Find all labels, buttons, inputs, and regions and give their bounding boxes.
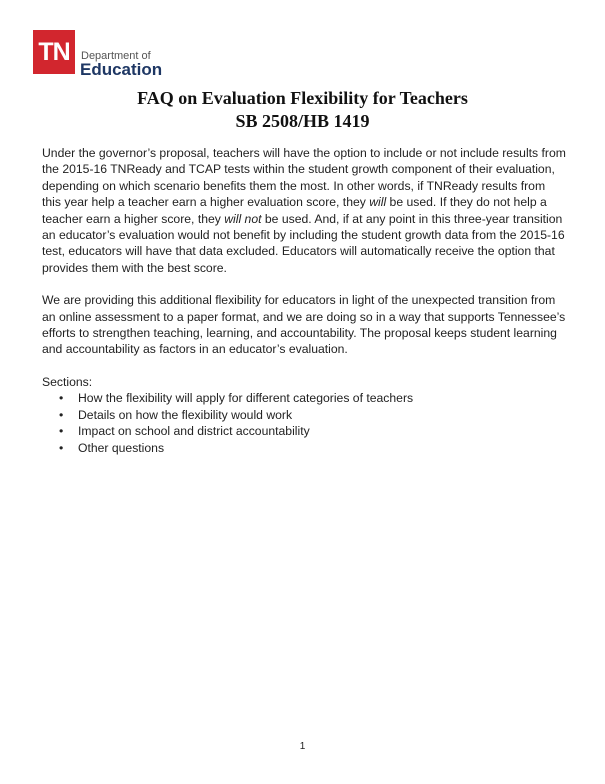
- logo-education-text: Education: [80, 60, 163, 79]
- page-number: 1: [299, 741, 306, 752]
- intro-text-2: be used. If they do not help a teacher earn a higher score, they: [42, 195, 547, 226]
- flexibility-paragraph: We are providing this additional flexibility for educators in light of the unexpected transition from an online assessment to a paper format, and we are doing so in a way that supports Tennessee’s efforts to strengthen teaching, learning, and accountability. The proposal keeps student learning and accountability as factors in an educator’s evaluation.: [42, 293, 566, 357]
- tn-logo-mark: TN: [33, 30, 75, 74]
- document-body: [42, 145, 567, 456]
- intro-paragraph: [42, 145, 567, 276]
- title-line-1: FAQ on Evaluation Flexibility for Teachers: [137, 88, 468, 108]
- section-item-categories: • How the flexibility will apply for different categories of teachers: [42, 390, 567, 406]
- sections-label: Sections:: [42, 374, 93, 389]
- document-title: [0, 87, 605, 133]
- intro-text-3: be used. And, if at any point in this three-year transition an educator’s evaluation would not benefit by including the student growth data from the 2015-16 test, educators will have that data excluded. Educators will automatically receive the option that provides them with the best score.: [42, 211, 565, 275]
- section-item-details: • Details on how the flexibility would work: [42, 407, 567, 423]
- section-item-other-questions: • Other questions: [42, 440, 567, 456]
- section-item-accountability: • Impact on school and district accountability: [42, 423, 567, 439]
- intro-text-1: Under the governor’s proposal, teachers will have the option to include or not include results from the 2015-16 TNReady and TCAP tests within the student growth component of their evaluation, depending on which scenario benefits them the most. In other words, if TNReady results from this year help a teacher earn a higher evaluation score, they: [42, 146, 566, 210]
- title-line-2: SB 2508/HB 1419: [235, 111, 370, 131]
- intro-emphasis-will: will: [369, 195, 387, 210]
- sections-list: [42, 390, 567, 456]
- intro-emphasis-will-not: will not: [224, 211, 262, 226]
- logo-department-text: Department of: [81, 50, 151, 62]
